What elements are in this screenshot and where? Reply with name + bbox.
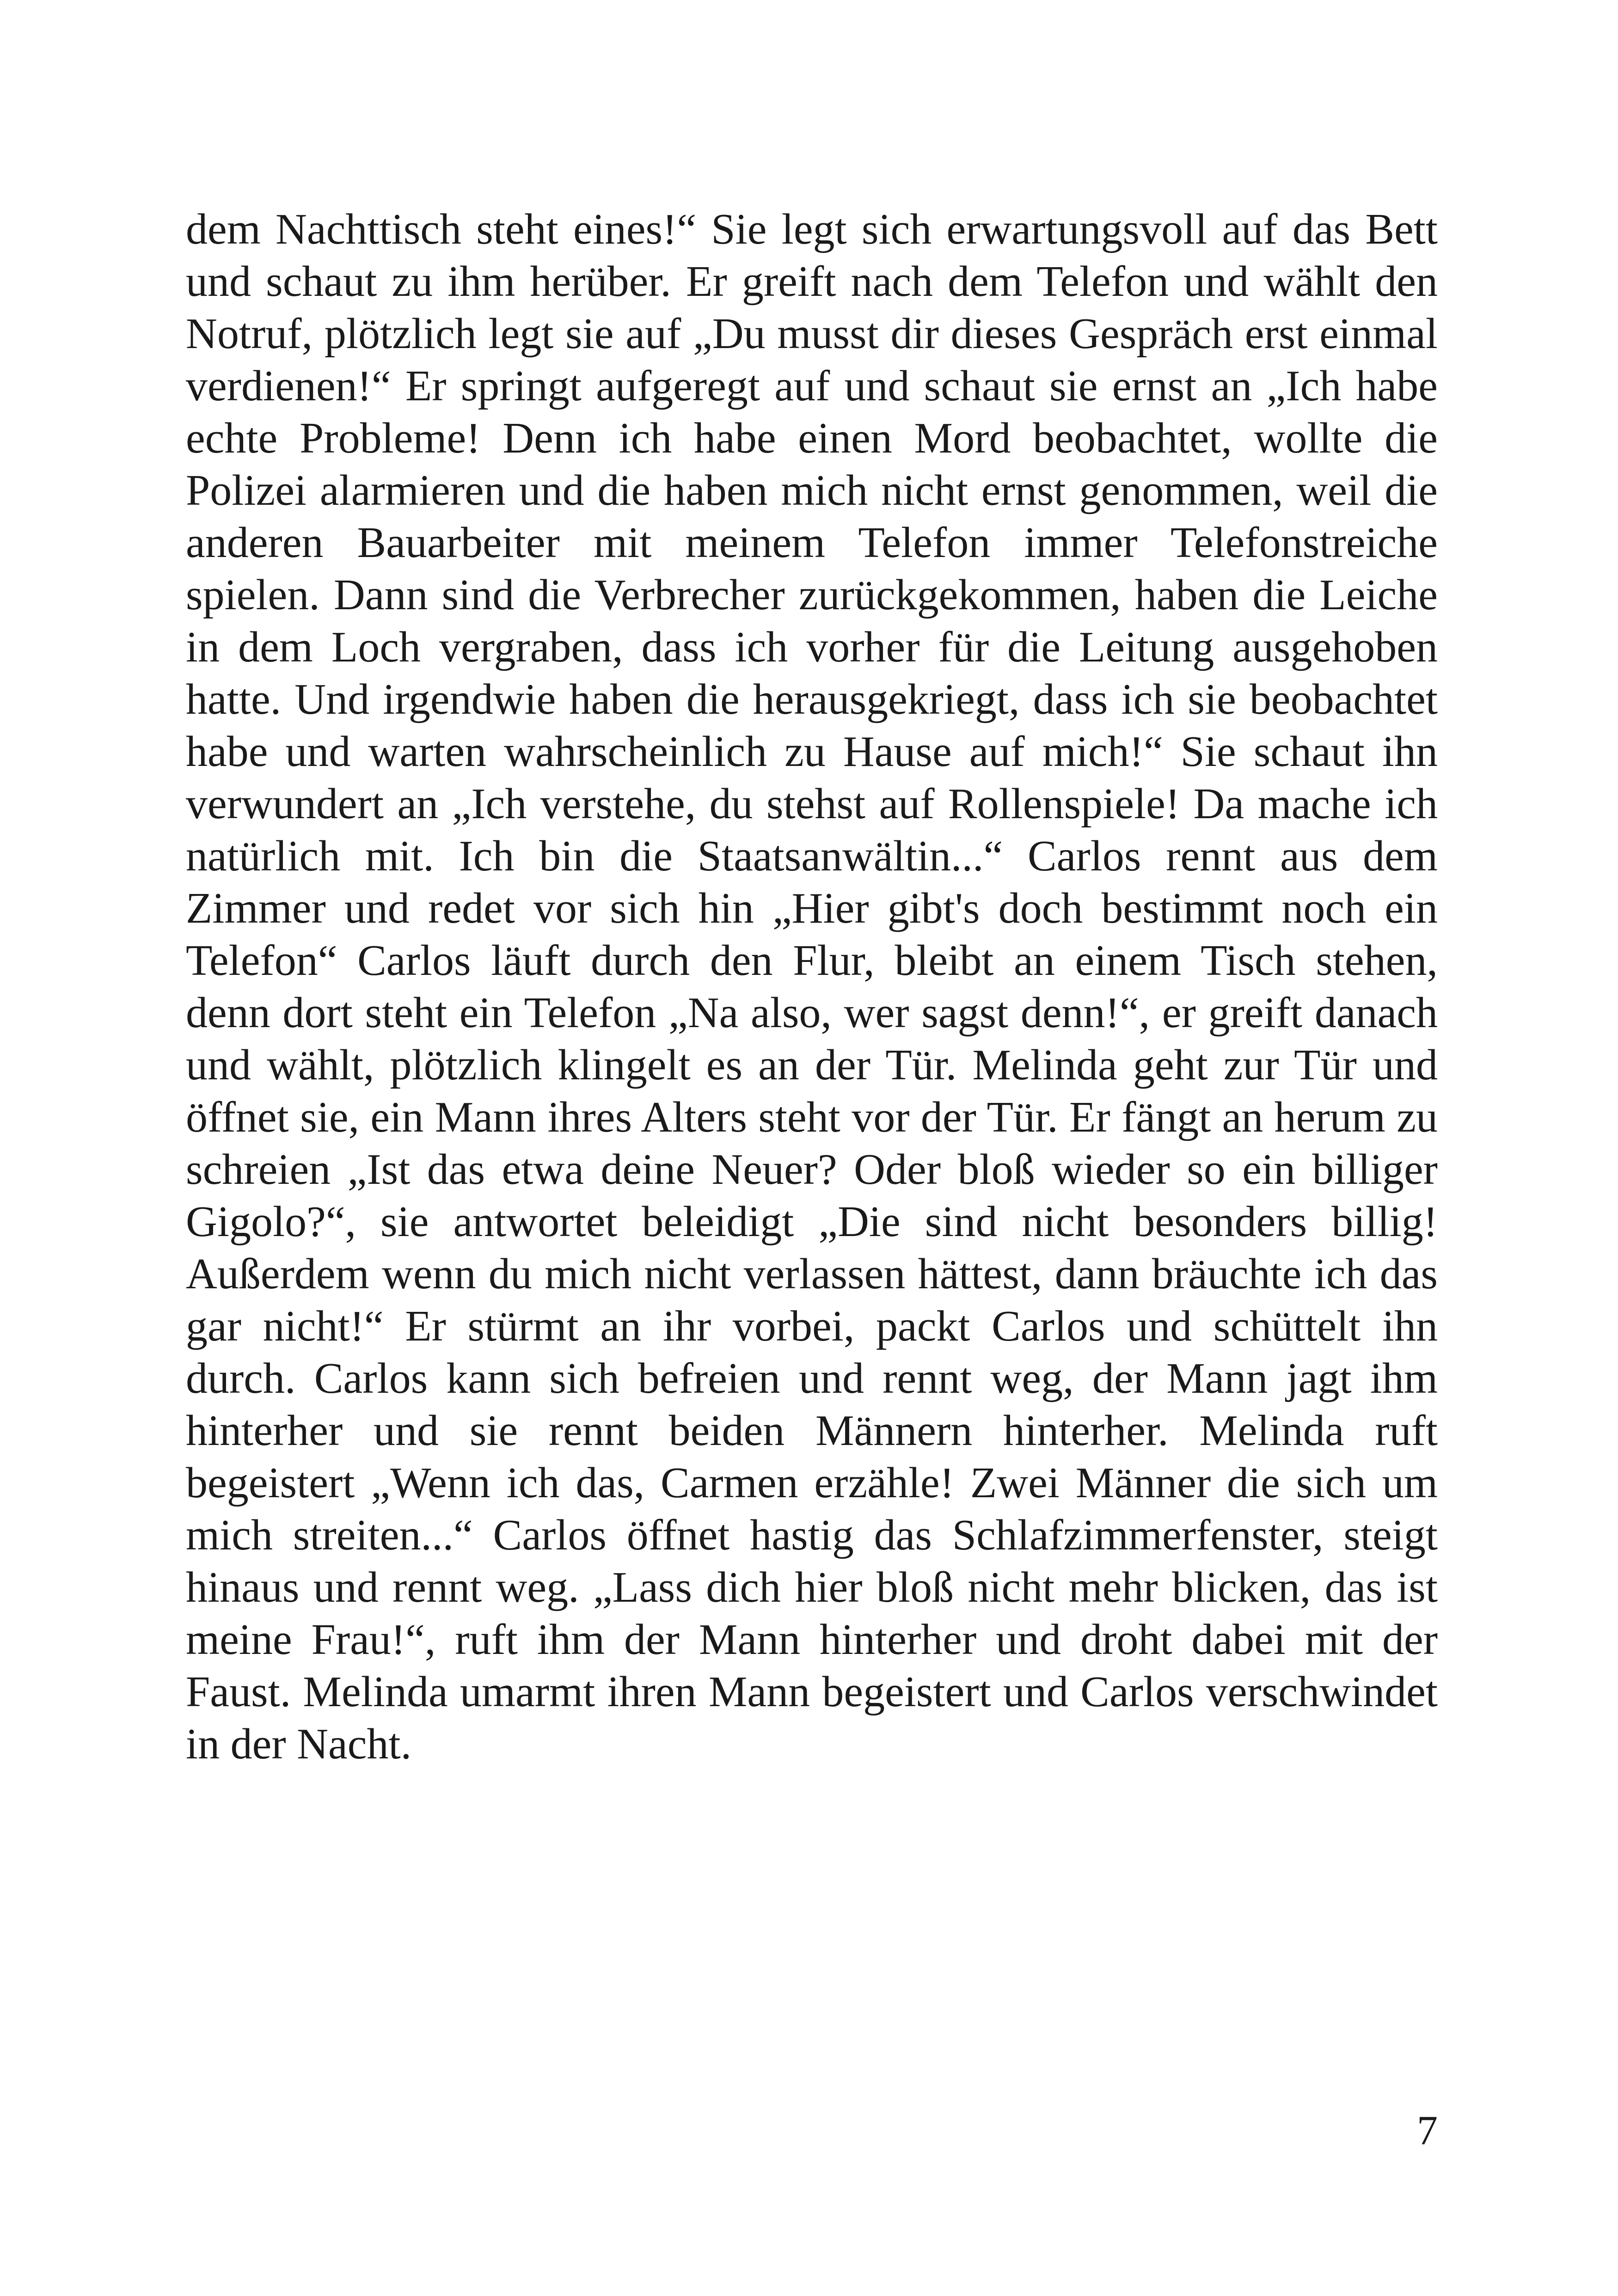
page-number: 7	[1417, 2108, 1438, 2154]
body-paragraph: dem Nachttisch steht eines!“ Sie legt sich erwartungsvoll auf das Bett und schaut zu ihm herüber. Er greift nach dem Telefon und wählt den Notruf, plötzlich legt sie auf „Du musst dir dieses Gespräch erst einmal verdienen!“ Er springt aufgeregt auf und schaut sie ernst an „Ich habe echte Probleme! Denn ich habe einen Mord beobachtet, wollte die Polizei alarmieren und die haben mich nicht ernst genommen, weil die anderen Bauarbeiter mit meinem Telefon immer Telefonstreiche spielen. Dann sind die Verbrecher zurückgekommen, haben die Leiche in dem Loch vergraben, dass ich vorher für die Leitung ausgehoben hatte. Und irgendwie haben die herausgekriegt, dass ich sie beobachtet habe und warten wahrscheinlich zu Hause auf mich!“ Sie schaut ihn verwundert an „Ich verstehe, du stehst auf Rollenspiele! Da mache ich natürlich mit. Ich bin die Staatsanwältin...“ Carlos rennt aus dem Zimmer und redet vor sich hin „Hier gibt's doch bestimmt noch ein Telefon“ Carlos läuft durch den Flur, bleibt an einem Tisch stehen, denn dort steht ein Telefon „Na also, wer sagst denn!“, er greift danach und wählt, plötzlich klingelt es an der Tür. Melinda geht zur Tür und öffnet sie, ein Mann ihres Alters steht vor der Tür. Er fängt an herum zu schreien „Ist das etwa deine Neuer? Oder bloß wieder so ein billiger Gigolo?“, sie antwortet beleidigt „Die sind nicht besonders billig! Außerdem wenn du mich nicht verlassen hättest, dann bräuchte ich das gar nicht!“ Er stürmt an ihr vorbei, packt Carlos und schüttelt ihn durch. Carlos kann sich befreien und rennt weg, der Mann jagt ihm hinterher und sie rennt beiden Männern hinterher. Melinda ruft begeistert „Wenn ich das, Carmen erzähle! Zwei Männer die sich um mich streiten...“ Carlos öffnet hastig das Schlafzimmerfenster, steigt hinaus und rennt weg. „Lass dich hier bloß nicht mehr blicken, das ist meine Frau!“, ruft ihm der Mann hinterher und droht dabei mit der Faust. Melinda umarmt ihren Mann begeistert und Carlos verschwindet in der Nacht.	[186, 205, 1438, 1768]
